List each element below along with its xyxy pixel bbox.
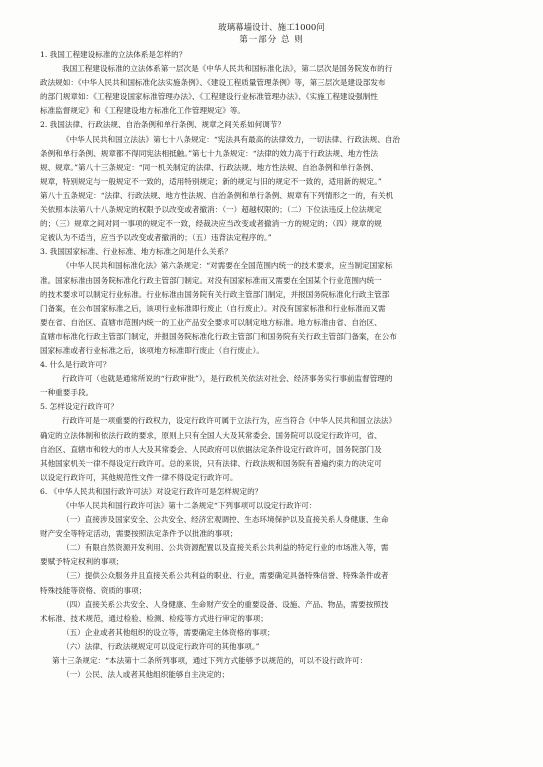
paragraph-line: 财产安全等特定活动，需要按照法定条件予以批准的事项；	[40, 529, 238, 539]
paragraph-line: 规章，特别规定与一般规定不一致的，适用特别规定；新的规定与旧的规定不一致的，适用新的规定。”	[40, 176, 382, 186]
paragraph-line: 以设定行政许可，其他规范性文件一律不得设定行政许可。	[40, 472, 238, 482]
paragraph-line: （五）企业或者其他组织的设立等，需要确定主体资格的事项；	[62, 627, 275, 637]
paragraph-line: 关依照本法第八十八条规定的权限予以改变或者撤消：（一）超越权限的；（二）下位法违反上位法规定	[40, 205, 382, 215]
paragraph-line: 政法规如：《中华人民共和国标准化法实施条例》、《建设工程质量管理条例》等，第三层次是建设部发布	[40, 78, 386, 88]
paragraph-line: 要赋予特定权利的事项；	[40, 557, 124, 567]
paragraph-line: 准。国家标准由国务院标准化行政主管部门制定。对没有国家标准而又需要在全国某个行业范围内统一	[40, 275, 382, 285]
paragraph-line: 确定的立法体制和依法行政的要求，原则上只有全国人大及其常委会、国务院可以设定行政许可，省、	[40, 430, 382, 440]
paragraph-line: （一）公民、法人或者其他组织能够自主决定的；	[62, 670, 230, 680]
paragraph-line: 要在省、自治区、直辖市范围内统一的工业产品安全要求可以制定地方标准。地方标准由省、自治区、	[40, 317, 382, 327]
paragraph-line: （一）直接涉及国家安全、公共安全、经济宏观调控、生态环境保护以及直接关系人身健康、生命	[62, 515, 389, 525]
paragraph-line: 自治区、直辖市和较大的市人大及其常委会、人民政府可以依据法定条件设定行政许可，国务院部门及	[40, 444, 382, 454]
paragraph-line: 一种重要手段。	[40, 388, 94, 398]
paragraph-line: 的技术要求可以制定行业标准。行业标准由国务院有关行政主管部门制定，并报国务院标准化行政主管部	[40, 289, 390, 299]
question-heading: 1. 我国工程建设标准的立法体系是怎样的？	[40, 50, 187, 59]
paragraph-line: 标准监督规定》和《工程建设地方标准化工作管理规定》等。	[40, 106, 246, 116]
paragraph-line: 行政许可（也就是通常所说的“行政审批”），是行政机关依法对社会、经济事务实行事前监督管理的	[62, 374, 393, 384]
paragraph-line: 《中华人民共和国立法法》第七十八条规定：“宪法具有最高的法律效力，一切法律、行政法规、自治	[62, 134, 401, 144]
paragraph-line: 第十三条规定：“本法第十二条所列事项，通过下列方式能够予以规范的，可以不设行政许可：	[52, 656, 368, 666]
paragraph-line: （三）提供公众服务并且直接关系公共利益的职业、行业，需要确定具备特殊信誉、特殊条件或者	[62, 571, 389, 581]
paragraph-line: 规、规章。”第八十三条规定：“同一机关制定的法律、行政法规、地方性法规、自治条例和单行条例、	[40, 162, 379, 172]
paragraph-line: 我国工程建设标准的立法体系第一层次是《中华人民共和国标准化法》，第二层次是国务院发布的行	[62, 64, 393, 74]
paragraph-line: 第八十五条规定：“法律、行政法规、地方性法规、自治条例和单行条例、规章有下列情形之一的，有关机	[40, 190, 394, 200]
paragraph-line: 《中华人民共和国标准化法》第六条规定：“对需要在全国范围内统一的技术要求，应当制定国家标	[62, 261, 393, 271]
paragraph-line: （二）有限自然资源开发利用、公共资源配置以及直接关系公共利益的特定行业的市场准入等，需	[62, 543, 389, 553]
paragraph-line: 国家标准或者行业标准之后，该项地方标准即行废止（自行废止）。	[40, 345, 265, 355]
document-body	[40, 48, 503, 682]
paragraph-line: （六）法律、行政法规规定可以设定行政许可的其他事项。”	[62, 641, 260, 651]
question-heading: 5. 怎样设定行政许可？	[40, 402, 119, 412]
question-heading: 4. 什么是行政许可？	[40, 360, 111, 370]
paragraph-line: 的；（三）规章之间对同一事项的规定不一致，经裁决应当改变或者撤消一方的规定的；（四）规章的规	[40, 219, 382, 229]
paragraph-line: （四）直接关系公共安全、人身健康、生命财产安全的重要设备、设施、产品、物品，需要按照技	[62, 599, 389, 609]
paragraph-line: 直辖市标准化行政主管部门制定，并报国务院标准化行政主管部门和国务院有关行政主管部门备案，在公布	[40, 331, 397, 341]
question-heading: 2. 我国法律、行政法规、自治条例和单行条例、规章之间关系如何调节？	[40, 120, 286, 130]
paragraph-line: 术标准、技术规范，通过检验、检测、检疫等方式进行审定的事项；	[40, 613, 268, 623]
paragraph-line: 其他国家机关一律不得设定行政许可。总的来说，只有法律、行政法规和国务院有普遍约束力的决定可	[40, 458, 382, 468]
paragraph-line: 行政许可是一项重要的行政权力，设定行政许可属于立法行为，应当符合《中华人民共和国立法法》	[62, 416, 397, 426]
paragraph-line: 条例和单行条例、规章都不得同宪法相抵触。”第七十九条规定：“法律的效力高于行政法规、地方性法	[40, 148, 379, 158]
question-heading: 3. 我国国家标准、行业标准、地方标准之间是什么关系？	[40, 247, 232, 257]
paragraph-line: 的部门规章如：《工程建设国家标准管理办法》、《工程建设行业标准管理办法》、《实施工程建设强制性	[40, 92, 378, 102]
paragraph-line: 特殊技能等资格、资质的事项；	[40, 585, 147, 595]
paragraph-line: 门备案，在公布国家标准之后，该项行业标准即行废止（自行废止）。对没有国家标准和行业标准而又需	[40, 303, 386, 313]
section-heading: 第一部分 总 则	[239, 35, 304, 45]
document-title: 玻璃幕墙设计、施工1000问	[218, 23, 325, 33]
paragraph-line: 《中华人民共和国行政许可法》第十二条规定“下列事项可以设定行政许可：	[62, 501, 317, 510]
question-heading: 6. 《中华人民共和国行政许可法》对设定行政许可是怎样规定的？	[40, 486, 263, 496]
paragraph-line: 定被认为不适当，应当予以改变或者撤消的；（五）违背法定程序的。”	[40, 233, 272, 243]
